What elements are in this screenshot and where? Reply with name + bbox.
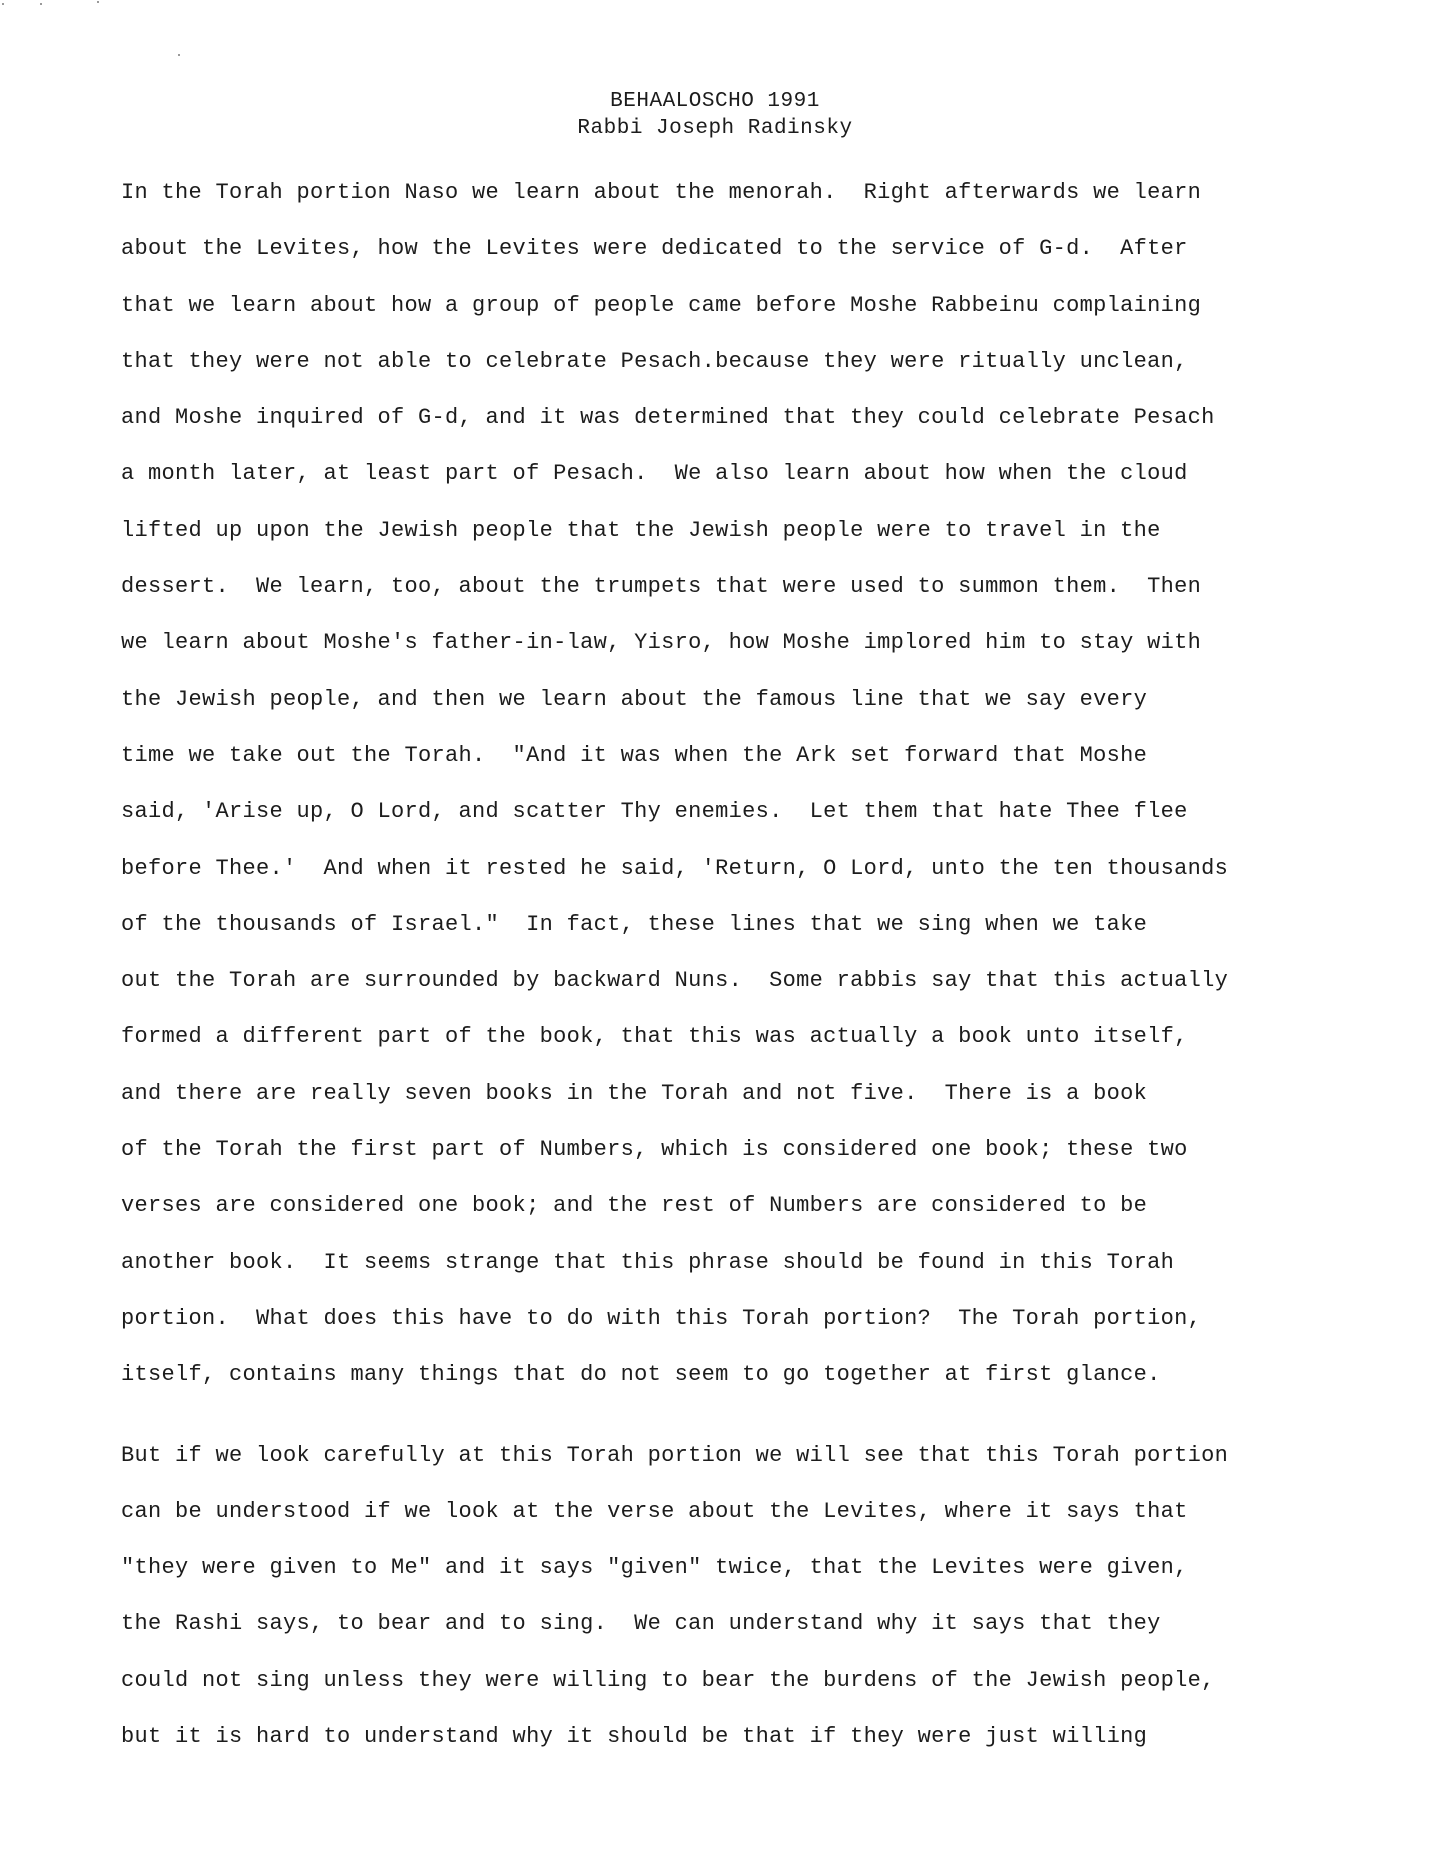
text-line: the Jewish people, and then we learn about the famous line that we say every (121, 686, 1148, 712)
text-line: we learn about Moshe's father-in-law, Yisro, how Moshe implored him to stay with (121, 630, 1202, 656)
text-line: the Rashi says, to bear and to sing. We can understand why it says that they (121, 1611, 1161, 1637)
text-line: But if we look carefully at this Torah portion we will see that this Torah portion (121, 1442, 1229, 1468)
text-line: that they were not able to celebrate Pesach.because they were ritually unclean, (121, 348, 1188, 374)
text-line: can be understood if we look at the verse about the Levites, where it says that (121, 1498, 1188, 1524)
text-line: portion. What does this have to do with this Torah portion? The Torah portion, (121, 1305, 1202, 1331)
text-line: before Thee.' And when it rested he said, 'Return, O Lord, unto the ten thousands (121, 855, 1229, 881)
text-line: In the Torah portion Naso we learn about the menorah. Right afterwards we learn (121, 180, 1202, 205)
document-body (121, 165, 1281, 1765)
text-line: dessert. We learn, too, about the trumpets that were used to summon them. Then (121, 574, 1202, 600)
scan-speck (2, 3, 4, 5)
scan-speck (178, 54, 180, 56)
scan-speck (97, 1, 99, 3)
text-line: of the Torah the first part of Numbers, which is considered one book; these two (121, 1137, 1188, 1163)
text-line: formed a different part of the book, that this was actually a book unto itself, (121, 1024, 1188, 1050)
text-line: about the Levites, how the Levites were dedicated to the service of G-d. After (121, 236, 1188, 262)
text-line: said, 'Arise up, O Lord, and scatter Thy enemies. Let them that hate Thee flee (121, 799, 1188, 825)
text-line: a month later, at least part of Pesach. We also learn about how when the cloud (121, 461, 1188, 487)
text-line: time we take out the Torah. "And it was when the Ark set forward that Moshe (121, 742, 1148, 768)
document-author: Rabbi Joseph Radinsky (577, 117, 853, 140)
text-line: that we learn about how a group of people came before Moshe Rabbeinu complaining (121, 292, 1202, 318)
text-line: itself, contains many things that do not seem to go together at first glance. (121, 1362, 1161, 1388)
paragraph-1 (121, 165, 1281, 1404)
text-line: of the thousands of Israel." In fact, these lines that we sing when we take (121, 911, 1148, 937)
text-line: but it is hard to understand why it should be that if they were just willing (121, 1724, 1148, 1750)
paragraph-2 (121, 1428, 1281, 1766)
text-line: and Moshe inquired of G-d, and it was determined that they could celebrate Pesach (121, 405, 1215, 431)
document-header (0, 88, 1430, 142)
text-line: lifted up upon the Jewish people that the Jewish people were to travel in the (121, 517, 1161, 543)
document-title: BEHAALOSCHO 1991 (610, 90, 820, 113)
text-line: could not sing unless they were willing to bear the burdens of the Jewish people, (121, 1667, 1215, 1693)
text-line: verses are considered one book; and the rest of Numbers are considered to be (121, 1193, 1148, 1219)
scan-speck (40, 3, 42, 5)
text-line: "they were given to Me" and it says "given" twice, that the Levites were given, (121, 1555, 1188, 1581)
text-line: out the Torah are surrounded by backward Nuns. Some rabbis say that this actually (121, 968, 1229, 994)
text-line: and there are really seven books in the Torah and not five. There is a book (121, 1080, 1148, 1106)
text-line: another book. It seems strange that this phrase should be found in this Torah (121, 1249, 1175, 1275)
